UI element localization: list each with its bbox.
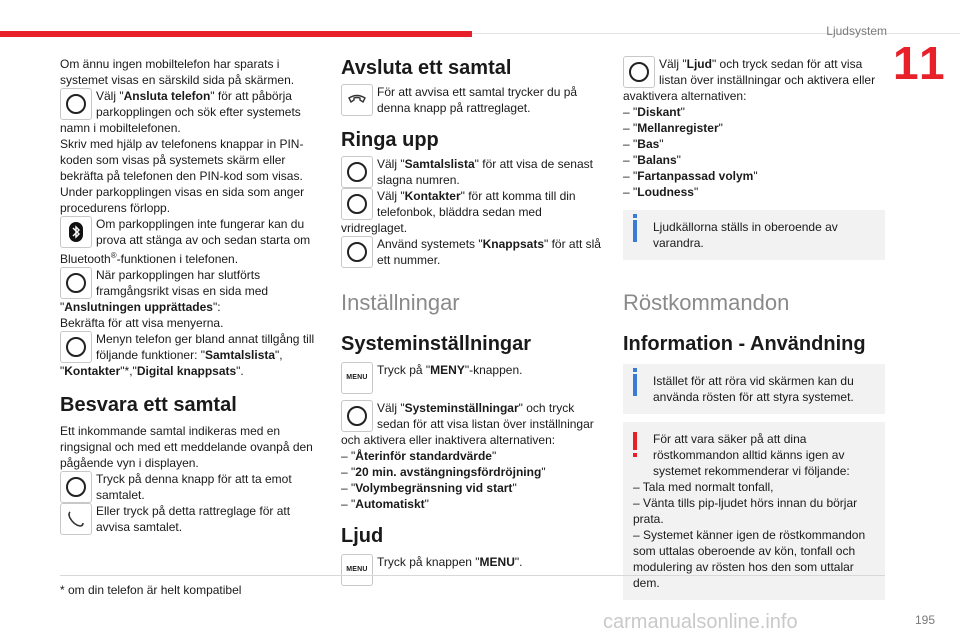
phone-handset-icon: [60, 503, 92, 535]
dial-icon: [341, 236, 373, 268]
heading-sound: Ljud: [341, 525, 384, 547]
dial-icon: [341, 400, 373, 432]
dial-icon: [341, 188, 373, 220]
heading-system-settings: Systeminställningar: [341, 333, 532, 355]
list-item: – "Automatiskt": [341, 497, 429, 511]
instruction-pair: [341, 554, 604, 573]
dial-icon: [623, 56, 655, 88]
list-item: – "Mellanregister": [623, 121, 723, 135]
instruction-pair: [60, 471, 322, 503]
instruction-text: Tryck på "MENY"-knappen.: [377, 363, 523, 377]
menu-button-icon: MENU: [341, 554, 373, 586]
section-title: Ljudsystem: [826, 24, 887, 38]
instruction-text: Använd systemets "Knappsats" för att slå ett nummer.: [377, 237, 601, 267]
instruction-pair: [60, 267, 322, 315]
column-2: [341, 56, 604, 586]
list-item: – "Loudness": [623, 185, 699, 199]
instruction-text: Välj "Kontakter" för att komma till din telefonbok, bläddra sedan med vridreglaget.: [341, 189, 576, 235]
dial-icon: [60, 267, 92, 299]
paragraph: Bekräfta för att visa menyerna.: [60, 316, 224, 330]
dial-icon: [341, 156, 373, 188]
warning-text: – Vänta tills pip-ljudet hörs innan du börjar prata.: [633, 496, 858, 526]
paragraph: Under parkopplingen visas en sida som anger procedurens förlopp.: [60, 185, 305, 215]
chapter-color-bar: [0, 31, 472, 37]
info-text: Istället för att röra vid skärmen kan du använda rösten för att styra systemet.: [653, 374, 854, 404]
instruction-text: Tryck på denna knapp för att ta emot samtalet.: [96, 472, 292, 502]
info-icon: [633, 374, 637, 396]
column-3: [623, 56, 885, 600]
menu-button-icon: MENU: [341, 362, 373, 394]
list-item: – "Bas": [623, 137, 664, 151]
instruction-text: Välj "Samtalslista" för att visa de senast slagna numren.: [377, 157, 593, 187]
heading-end-call: Avsluta ett samtal: [341, 57, 512, 79]
warning-text: För att vara säker på att dina röstkommandon alltid känns igen av systemet rekommenderar vi följande:: [653, 432, 850, 478]
info-box: [623, 364, 885, 414]
heading-answer-call: Besvara ett samtal: [60, 394, 237, 416]
list-item: – "20 min. avstängningsfördröjning": [341, 465, 546, 479]
heading-info-usage: Information - Användning: [623, 333, 866, 355]
heading-make-call: Ringa upp: [341, 129, 439, 151]
warning-text: – Tala med normalt tonfall,: [633, 480, 774, 494]
instruction-pair: [341, 188, 604, 236]
footer-rule: [60, 575, 885, 576]
info-icon: [633, 220, 637, 242]
instruction-text: Välj "Ljud" och tryck sedan för att visa listan över inställningar och aktivera eller avaktivera alternativen:: [623, 57, 876, 103]
page-number: 195: [914, 613, 935, 627]
dial-icon: [60, 331, 92, 363]
hang-up-handset-icon: [341, 84, 373, 116]
instruction-text: Om parkopplingen inte fungerar kan du prova att stänga av och sedan starta om Bluetooth®-funktionen i telefonen.: [60, 217, 311, 266]
list-item: – "Fartanpassad volym": [623, 169, 758, 183]
warning-text: – Systemet känner igen de röstkommandon som uttalas oberoende av kön, tonfall och modulering av rösten hos den som uttalar dem.: [633, 528, 866, 590]
heading-settings: Inställningar: [341, 290, 460, 315]
instruction-pair: [341, 236, 604, 268]
instruction-pair: [60, 88, 322, 136]
list-item: – "Balans": [623, 153, 681, 167]
instruction-pair: [341, 394, 604, 448]
info-text: Ljudkällorna ställs in oberoende av varandra.: [653, 220, 838, 250]
instruction-pair: [60, 503, 322, 535]
instruction-pair: [623, 56, 885, 104]
info-box: [623, 210, 885, 260]
dial-icon: [60, 471, 92, 503]
list-item: – "Återinför standardvärde": [341, 449, 497, 463]
instruction-pair: [341, 84, 604, 116]
paragraph: Skriv med hjälp av telefonens knappar in PIN-koden som visas på systemets skärm eller bekräfta på telefonen den PIN-kod som visas.: [60, 137, 304, 183]
list-item: – "Diskant": [623, 105, 685, 119]
warning-icon: [633, 432, 637, 450]
list-item: – "Volymbegränsning vid start": [341, 481, 517, 495]
instruction-pair: [341, 362, 604, 381]
sound-options-list: [623, 104, 885, 200]
instruction-text: För att avvisa ett samtal trycker du på denna knapp på rattreglaget.: [377, 85, 578, 115]
instruction-text: När parkopplingen har slutförts framgångsrikt visas en sida med "Anslutningen upprättades":: [60, 268, 269, 314]
instruction-text: Tryck på knappen "MENU".: [377, 555, 523, 569]
instruction-pair: [60, 331, 322, 379]
instruction-text: Välj "Systeminställningar" och tryck sedan för att visa listan över inställningar och aktivera eller inaktivera alternativen:: [341, 401, 594, 447]
bluetooth-icon: [60, 216, 92, 248]
heading-voice-commands: Röstkommandon: [623, 290, 790, 315]
instruction-pair: [341, 156, 604, 188]
column-1: [60, 56, 322, 535]
instruction-text: Välj "Ansluta telefon" för att påbörja parkopplingen och sök efter systemets namn i mobiltelefonen.: [60, 89, 301, 135]
instruction-text: Eller tryck på detta rattreglage för att avvisa samtalet.: [96, 504, 291, 534]
system-options-list: [341, 448, 604, 512]
watermark: carmanualsonline.info: [603, 611, 798, 633]
footnote: * om din telefon är helt kompatibel: [60, 583, 242, 597]
paragraph: Ett inkommande samtal indikeras med en ringsignal och med ett meddelande ovanpå den pågående vyn i displayen.: [60, 424, 313, 470]
warning-box: [623, 422, 885, 600]
paragraph: Om ännu ingen mobiltelefon har sparats i systemet visas en särskild sida på skärmen.: [60, 57, 295, 87]
dial-icon: [60, 88, 92, 120]
instruction-text: Menyn telefon ger bland annat tillgång till följande funktioner: "Samtalslista", "Kontakter"*,"Digital knappsats".: [60, 332, 315, 378]
instruction-pair: [60, 216, 322, 267]
chapter-number: 11: [893, 37, 948, 89]
